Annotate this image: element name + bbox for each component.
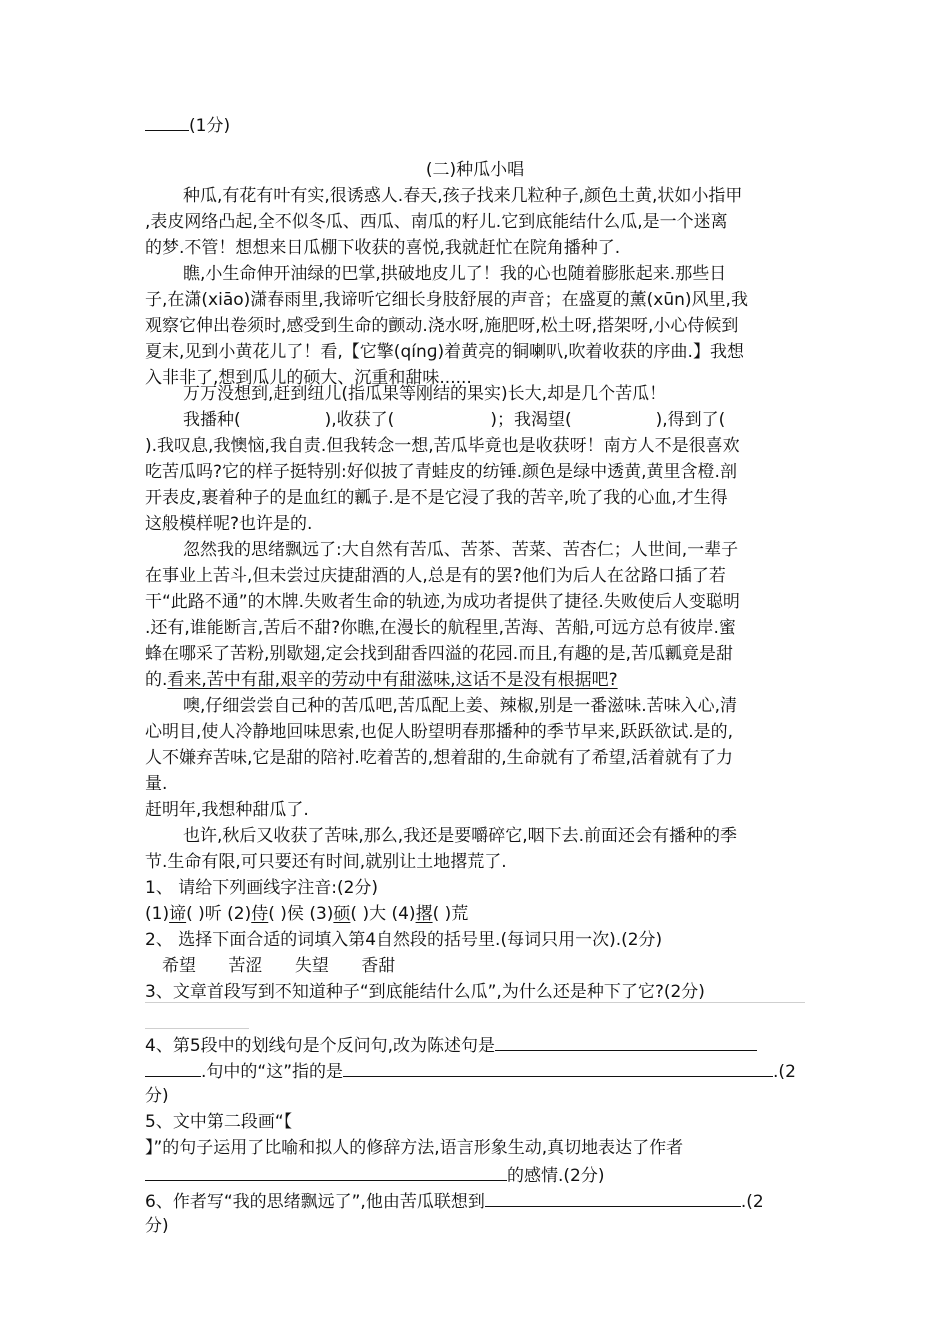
question-5-line2: 】”的句子运用了比喻和拟人的修辞方法,语言形象生动,真切地表达了作者 xyxy=(145,1138,684,1158)
option-text: (1) xyxy=(145,904,170,924)
answer-blank[interactable] xyxy=(145,1162,507,1181)
passage-line: 也许,秋后又收获了苦味,那么,我还是要嚼碎它,咽下去.前面还会有播种的季 xyxy=(183,826,738,846)
passage-line: .还有,谁能断言,苦后不甜?你瞧,在漫长的航程里,苦海、苦船,可远方总有彼岸.蜜 xyxy=(145,618,736,638)
underlined-char: 谛 xyxy=(169,904,187,924)
passage-line: 量. xyxy=(145,774,168,794)
passage-line: 心明目,使人冷静地回味思索,也促人盼望明春那播种的季节早来,跃跃欲试.是的, xyxy=(145,722,734,742)
passage-line: 的梦.不管！想想来日瓜棚下收获的喜悦,我就赶忙在院角播种了. xyxy=(145,238,621,258)
question-text: 6、作者写“我的思绪飘远了”,他由苦瓜联想到 xyxy=(145,1192,485,1212)
passage-fill-line xyxy=(183,408,725,432)
option-text: ( )大 (4) xyxy=(350,904,416,924)
passage-line: 万万没想到,赶到纽儿(指瓜果等刚结的果实)长大,却是几个苦瓜！ xyxy=(183,384,667,404)
question-text: .(2 xyxy=(740,1192,764,1212)
question-2: 2、 选择下面合适的词填入第4自然段的括号里.(每词只用一次).(2分) xyxy=(145,930,663,950)
answer-line[interactable] xyxy=(145,1028,249,1029)
question-5-line3 xyxy=(145,1162,604,1188)
underlined-char: 撂 xyxy=(415,904,433,924)
passage-line: 赶明年,我想种甜瓜了. xyxy=(145,800,309,820)
passage-line: 种瓜,有花有叶有实,很诱惑人.春天,孩子找来几粒种子,颜色土黄,状如小指甲 xyxy=(183,186,743,206)
answer-blank[interactable] xyxy=(495,1032,757,1051)
answer-blank[interactable] xyxy=(485,1188,741,1207)
underlined-sentence: 看来,苦中有甜,艰辛的劳动中有甜滋味,这话不是没有根据吧? xyxy=(167,670,618,690)
question-3: 3、文章首段写到不知道种子“到底能结什么瓜”,为什么还是种下了它?(2分) xyxy=(145,982,705,1002)
word-choices: 希望 苦涩 失望 香甜 xyxy=(162,956,396,976)
passage-line: 瞧,小生命伸开油绿的巴掌,拱破地皮儿了！我的心也随着膨胀起来.那些日 xyxy=(183,264,727,284)
underlined-char: 侍 xyxy=(251,904,269,924)
question-text: .句中的“这”指的是 xyxy=(201,1062,344,1082)
question-5-line1: 5、文中第二段画“【 xyxy=(145,1112,293,1132)
passage-line: 忽然我的思绪飘远了:大自然有苦瓜、苦茶、苦菜、苦杏仁；人世间,一辈子 xyxy=(183,540,739,560)
plain-text: 的. xyxy=(145,670,168,690)
fill-text: )；我渴望( xyxy=(490,410,572,430)
passage-line: 吃苦瓜吗?它的样子挺特别:好似披了青蛙皮的纺锤.颜色是绿中透黄,黄里含橙.剖 xyxy=(145,462,737,482)
underlined-char: 硕 xyxy=(333,904,351,924)
answer-blank[interactable] xyxy=(343,1058,773,1077)
score-label: (1分) xyxy=(189,116,231,136)
answer-blank[interactable] xyxy=(145,112,189,131)
question-6-line2: 分) xyxy=(145,1216,169,1236)
question-text: 的感情.(2分) xyxy=(507,1166,605,1186)
passage-line: 人不嫌弃苦味,它是甜的陪衬.吃着苦的,想着甜的,生命就有了希望,活着就有了力 xyxy=(145,748,734,768)
question-4-line2 xyxy=(145,1058,796,1084)
option-text: ( )荒 xyxy=(432,904,469,924)
passage-line: 在事业上苦斗,但未尝过庆捷甜酒的人,总是有的罢?他们为后人在岔路口插了若 xyxy=(145,566,726,586)
passage-line: ).我叹息,我懊恼,我自责.但我转念一想,苦瓜毕竟也是收获呀！南方人不是很喜欢 xyxy=(145,436,740,456)
question-6-line1 xyxy=(145,1188,764,1214)
passage-line: 观察它伸出卷须时,感受到生命的颤动.浇水呀,施肥呀,松土呀,搭架呀,小心侍候到 xyxy=(145,316,739,336)
question-1: 1、 请给下列画线字注音:(2分) xyxy=(145,878,379,898)
passage-line: ,表皮网络凸起,全不似冬瓜、西瓜、南瓜的籽儿.它到底能结什么瓜,是一个迷离 xyxy=(145,212,728,232)
question-4-line1 xyxy=(145,1032,757,1058)
passage-line xyxy=(145,668,618,692)
previous-question-tail xyxy=(145,112,230,138)
question-text: .(2 xyxy=(773,1062,796,1082)
fill-text: ),收获了( xyxy=(324,410,395,430)
question-text: 4、第5段中的划线句是个反问句,改为陈述句是 xyxy=(145,1036,496,1056)
answer-blank[interactable] xyxy=(145,1058,201,1077)
passage-line: 入非非了,想到瓜儿的硕大、沉重和甜味...... xyxy=(145,368,472,388)
passage-line: 干“此路不通”的木牌.失败者生命的轨迹,为成功者提供了捷径.失败使后人变聪明 xyxy=(145,592,740,612)
passage-line: 节.生命有限,可只要还有时间,就别让土地撂荒了. xyxy=(145,852,507,872)
answer-line[interactable] xyxy=(145,1002,805,1003)
passage-line: 蜂在哪采了苦粉,别歇翅,定会找到甜香四溢的花园.而且,有趣的是,苦瓜瓤竟是甜 xyxy=(145,644,734,664)
question-1-options xyxy=(145,902,468,926)
fill-text: 我播种( xyxy=(183,410,241,430)
passage-line: 这般模样呢?也许是的. xyxy=(145,514,313,534)
passage-line: 夏末,见到小黄花儿了！看,【它擎(qínɡ)着黄亮的铜喇叭,吹着收获的序曲.】我想 xyxy=(145,342,744,362)
passage-title: (二)种瓜小唱 xyxy=(425,160,525,180)
question-4-line3: 分) xyxy=(145,1086,169,1106)
passage-line: 子,在潇(xiāo)潇春雨里,我谛听它细长身肢舒展的声音；在盛夏的薰(xūn)风里,我 xyxy=(145,290,748,310)
option-text: ( )侯 (3) xyxy=(268,904,334,924)
fill-text: ),得到了( xyxy=(655,410,726,430)
option-text: ( )听 (2) xyxy=(186,904,252,924)
passage-line: 噢,仔细尝尝自己种的苦瓜吧,苦瓜配上姜、辣椒,别是一番滋味.苦味入心,清 xyxy=(183,696,738,716)
passage-line: 开表皮,裹着种子的是血红的瓤子.是不是它浸了我的苦辛,吮了我的心血,才生得 xyxy=(145,488,728,508)
